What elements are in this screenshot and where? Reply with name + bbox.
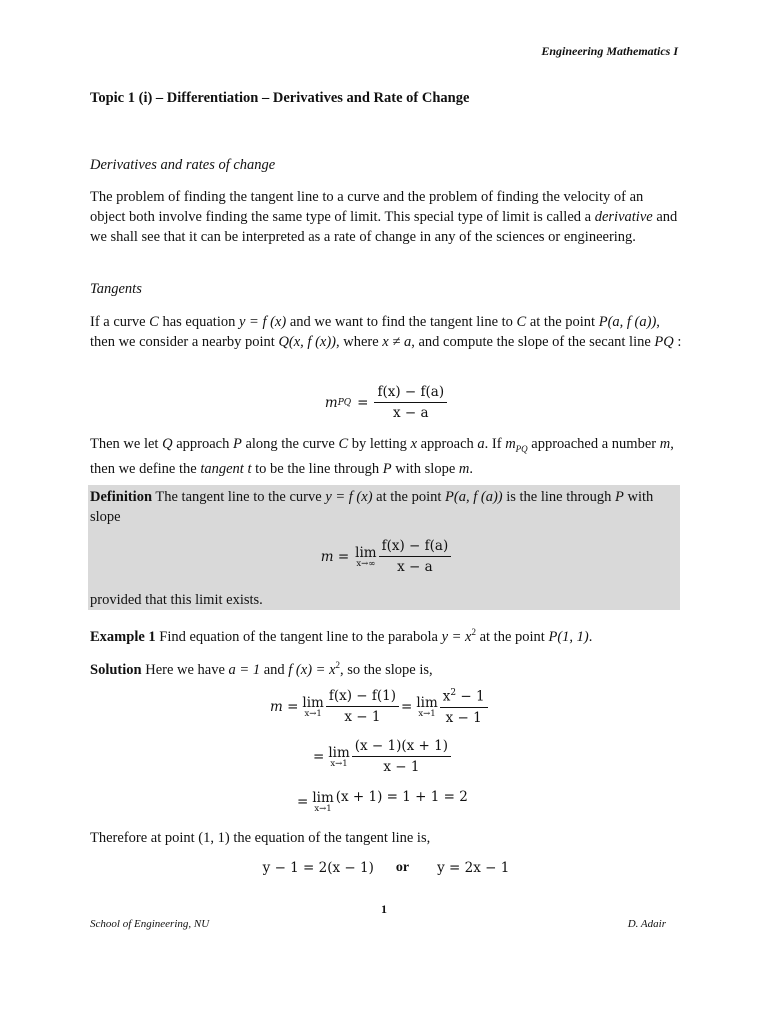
page-number: 1	[381, 902, 387, 916]
text-run: If a curve	[90, 314, 150, 330]
m-subscript: PQ	[337, 397, 352, 408]
symbol-m: m	[659, 436, 671, 452]
text-run: with slope	[90, 489, 654, 525]
limit	[312, 790, 333, 814]
x-base: x	[442, 688, 451, 705]
intro-text-1: The problem of finding the tangent line to a curve and the problem of finding the velocity of an object both involve finding the same type of limit. This special type of limit is called a	[90, 189, 644, 225]
point-P: P(1, 1)	[548, 628, 589, 645]
symbol-m: m	[505, 436, 516, 452]
text-run: has equation	[158, 314, 239, 330]
calc-line-1	[270, 688, 488, 726]
lim-label: lim	[312, 790, 334, 806]
numerator: f(x) − f(1)	[326, 688, 399, 707]
course-header: Engineering Mathematics I	[541, 44, 678, 58]
curve-equation: y = f (x)	[238, 314, 287, 330]
result-expression: (x + 1) = 1 + 1 = 2	[335, 789, 468, 805]
text-run: , where	[336, 334, 383, 350]
tangents-paragraph	[90, 312, 682, 352]
function-definition: f (x) = x	[288, 661, 336, 678]
numerator: (x − 1)(x + 1)	[352, 738, 451, 757]
lim-subscript: x→1	[418, 708, 436, 719]
text-run: along the curve	[241, 436, 339, 452]
symbol-C: C	[338, 436, 349, 452]
intro-text-2: and we shall see that it can be interpreted as a rate of change in any of the sciences or engineering.	[90, 209, 678, 245]
lim-label: lim	[328, 744, 350, 761]
topic-title: Topic 1 (i) – Differentiation – Derivatives and Rate of Change	[90, 90, 470, 106]
exponent: 2	[450, 688, 457, 698]
fraction	[440, 688, 488, 726]
definition-equation	[90, 538, 682, 575]
denominator: x − a	[397, 559, 433, 575]
example-paragraph	[90, 622, 682, 647]
text-run: and we want to find the tangent line to	[286, 314, 517, 330]
equals-sign: =	[313, 748, 325, 765]
text-run: , so the slope is,	[340, 661, 433, 678]
example-label: Example 1	[90, 628, 156, 645]
text-run: at the point	[475, 628, 549, 645]
limit	[328, 745, 349, 769]
text-run: at the point	[372, 489, 446, 505]
lim-label: lim	[355, 544, 377, 561]
text-run: . If	[484, 436, 506, 452]
text-run: :	[673, 334, 682, 350]
denominator: x − 1	[445, 709, 482, 726]
calc-line-3	[297, 790, 468, 814]
inequality: x ≠ a	[382, 334, 412, 350]
fraction	[374, 384, 447, 421]
text-run: , then we define the	[90, 436, 674, 477]
or-word: or	[395, 860, 410, 875]
text-run: approach	[172, 436, 233, 452]
parabola-equation: y = x	[441, 628, 472, 645]
definition-text	[90, 487, 682, 527]
numerator: f(x) − f(a)	[374, 384, 447, 403]
numerator	[440, 688, 488, 708]
intro-paragraph	[90, 187, 682, 247]
point-P: P(a, f (a))	[598, 314, 657, 330]
m-equals: m =	[320, 548, 350, 565]
lim-label: lim	[416, 694, 438, 711]
equation-mpq	[90, 384, 682, 421]
text-run: Here we have	[141, 661, 229, 678]
fraction	[326, 688, 399, 725]
section-heading: Derivatives and rates of change	[90, 157, 276, 173]
point-P: P(a, f (a))	[445, 489, 503, 505]
numerator: f(x) − f(a)	[379, 538, 452, 557]
then-paragraph	[90, 434, 682, 479]
exponent: 2	[335, 660, 340, 670]
definition-label: Definition	[90, 489, 153, 505]
denominator: x − a	[393, 405, 429, 421]
text-run: Find equation of the tangent line to the parabola	[155, 628, 442, 645]
secant-PQ: PQ	[654, 334, 674, 350]
limit	[416, 695, 437, 719]
lim-subscript: x→1	[304, 708, 322, 719]
text-run: to be the line through	[251, 460, 383, 477]
lim-label: lim	[302, 694, 324, 711]
a-value: a = 1	[228, 661, 261, 678]
symbol-P: P	[232, 436, 242, 452]
text-run: approached a number	[527, 436, 660, 452]
text-run: approach	[417, 436, 478, 452]
solution-paragraph	[90, 655, 682, 680]
text-run: is the line through	[502, 489, 615, 505]
denominator: x − 1	[383, 759, 420, 775]
tangent-term: tangent t	[200, 460, 252, 477]
symbol-P: P	[382, 460, 392, 477]
lim-subscript: x→1	[314, 804, 332, 814]
text-run: and	[260, 661, 289, 678]
text-run: by letting	[348, 436, 411, 452]
denominator: x − 1	[344, 709, 381, 726]
exponent: 2	[471, 627, 476, 637]
intro-emphasis: derivative	[594, 209, 653, 225]
equals-sign: =	[297, 794, 309, 810]
m-equals: m =	[270, 698, 299, 715]
tangent-equation-1: y − 1 = 2(x − 1)	[262, 860, 374, 876]
text-run: , then we consider a nearby point	[90, 314, 660, 350]
calc-line-2	[313, 738, 451, 775]
numerator-tail: − 1	[456, 688, 485, 705]
symbol-Q: Q	[162, 436, 173, 452]
lim-subscript: x→∞	[356, 558, 376, 569]
text-run: at the point	[526, 314, 599, 330]
therefore-paragraph: Therefore at point (1, 1) the equation of the tangent line is,	[90, 830, 431, 846]
text-run: .	[588, 628, 593, 645]
text-run: Then we let	[90, 436, 163, 452]
fraction	[352, 738, 451, 775]
footer-right: D. Adair	[627, 918, 666, 930]
symbol-P: P	[614, 489, 624, 505]
symbol-a: a	[477, 436, 485, 452]
symbol-m: m	[458, 460, 470, 477]
footer-left: School of Engineering, NU	[90, 918, 210, 930]
curve-equation: y = f (x)	[325, 489, 373, 505]
m-symbol: m	[324, 394, 338, 411]
final-equations	[90, 860, 682, 876]
equals-sign: =	[357, 394, 369, 411]
text-run: with slope	[391, 460, 459, 477]
tangents-subheading: Tangents	[90, 281, 142, 297]
solution-label: Solution	[90, 661, 142, 678]
symbol-x: x	[410, 436, 417, 452]
equals-sign: =	[401, 698, 413, 715]
text-run: .	[469, 460, 473, 477]
symbol-C: C	[149, 314, 159, 330]
limit	[355, 545, 376, 569]
text-run: The tangent line to the curve	[152, 489, 326, 505]
fraction	[379, 538, 452, 575]
symbol-m-subscript: PQ	[515, 443, 528, 454]
lim-subscript: x→1	[330, 758, 348, 769]
point-Q: Q(x, f (x))	[278, 334, 336, 350]
text-run: , and compute the slope of the secant line	[411, 334, 655, 350]
symbol-C: C	[516, 314, 527, 330]
tangent-equation-2: y = 2x − 1	[437, 860, 510, 876]
limit	[302, 695, 323, 719]
definition-footer: provided that this limit exists.	[90, 592, 263, 608]
